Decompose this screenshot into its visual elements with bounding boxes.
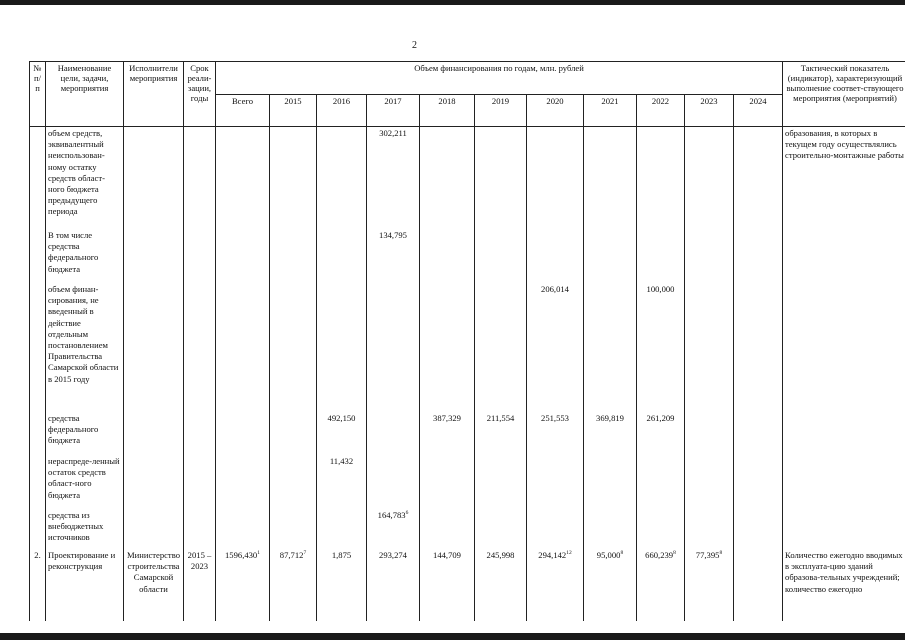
value-text: 144,709 [433,550,461,560]
row-indicator [783,283,905,412]
funding-value-2023 [685,229,734,283]
funding-value-2015 [270,549,317,621]
funding-value-2019 [475,412,527,455]
footnote-mark: 8 [673,550,676,557]
row-indicator [783,509,905,549]
funding-value-2023 [685,549,734,621]
table-row [30,127,905,230]
row-number [30,127,46,230]
table-row [30,549,905,621]
footnote-mark: 8 [620,550,624,557]
table-row [30,509,905,549]
row-number [30,412,46,455]
funding-value-2020 [527,229,584,283]
funding-value-2023 [685,509,734,549]
value-text: 660,239 [645,550,674,560]
funding-value-Всего [216,455,270,509]
funding-value-2019 [475,509,527,549]
funding-value-2022 [637,455,685,509]
value-text: 251,553 [541,413,569,423]
funding-value-2024 [734,229,783,283]
funding-value-2017 [367,412,420,455]
value-text: 492,150 [327,413,356,423]
footnote-mark: 8 [719,550,723,557]
funding-value-2018 [420,455,475,509]
value-text: 206,014 [541,284,569,294]
funding-value-2019 [475,127,527,230]
row-number [30,229,46,283]
row-term [184,412,216,455]
header-year-2017: 2017 [367,94,420,127]
funding-table [29,61,905,621]
funding-value-Всего [216,127,270,230]
value-text: 294,142 [538,550,567,560]
funding-value-2020 [527,412,584,455]
header-year-2023: 2023 [685,94,734,127]
row-number: 2. [30,549,46,621]
funding-value-2018 [420,549,475,621]
funding-value-2024 [734,412,783,455]
table-row [30,283,905,412]
header-year-2021: 2021 [584,94,637,127]
funding-value-2021 [584,283,637,412]
value-text: 1,875 [331,550,352,560]
value-text: 387,329 [433,413,461,423]
funding-value-2015 [270,283,317,412]
header-term: Срок реали-зации, годы [184,62,216,127]
row-name: объем средств, эквивалентный неиспользован-ному остатку средств област-ного бюджета предыдущего периода [46,127,124,230]
row-name: объем финан-сирования, не введенный в действие отдельным постановлением Правительства Самарской области в 2015 году [46,283,124,412]
top-border-strip [0,0,905,5]
funding-value-2016 [317,283,367,412]
funding-value-2017 [367,509,420,549]
row-term [184,455,216,509]
funding-value-2023 [685,412,734,455]
header-year-2019: 2019 [475,94,527,127]
header-name: Наименование цели, задачи, мероприятия [46,62,124,127]
footnote-mark: 7 [303,550,307,557]
row-number [30,283,46,412]
funding-value-2018 [420,509,475,549]
header-year-total: Всего [216,94,270,127]
row-name: В том числе средства федерального бюджета [46,229,124,283]
funding-value-2023 [685,127,734,230]
row-number [30,509,46,549]
row-indicator [783,455,905,509]
funding-value-2017 [367,229,420,283]
funding-value-2024 [734,283,783,412]
funding-value-2017 [367,283,420,412]
row-term [184,229,216,283]
funding-value-2019 [475,283,527,412]
row-term [184,283,216,412]
row-name: средства из внебюджетных источников [46,509,124,549]
row-name: Проектирование и реконструкция [46,549,124,621]
funding-value-Всего [216,549,270,621]
funding-value-2018 [420,412,475,455]
funding-value-2022 [637,509,685,549]
row-term [184,127,216,230]
funding-value-2021 [584,455,637,509]
funding-value-Всего [216,412,270,455]
funding-value-2020 [527,509,584,549]
funding-value-2019 [475,549,527,621]
funding-value-Всего [216,509,270,549]
funding-value-Всего [216,229,270,283]
funding-value-2021 [584,412,637,455]
row-term [184,509,216,549]
funding-value-2015 [270,229,317,283]
row-executor [124,412,184,455]
funding-value-2021 [584,509,637,549]
funding-value-2015 [270,509,317,549]
row-executor [124,127,184,230]
funding-value-2018 [420,283,475,412]
value-text: 211,554 [486,413,515,423]
header-funding: Объем финансирования по годам, млн. рублей [216,62,783,95]
funding-value-2022 [637,127,685,230]
value-text: 245,998 [486,550,515,560]
header-year-2018: 2018 [420,94,475,127]
funding-value-2016 [317,509,367,549]
funding-value-2017 [367,127,420,230]
funding-value-2023 [685,283,734,412]
table-row [30,229,905,283]
table-row [30,412,905,455]
funding-value-2022 [637,229,685,283]
funding-value-2020 [527,127,584,230]
funding-value-2019 [475,455,527,509]
value-text: 100,000 [646,284,675,294]
table-body [30,127,905,622]
funding-value-2021 [584,229,637,283]
table-row [30,455,905,509]
row-indicator [783,229,905,283]
funding-value-2020 [527,455,584,509]
row-executor [124,509,184,549]
header-indicator: Тактический показатель (индикатор), характеризующий выполнение соответ-ствующего мероприятия (мероприятий) [783,62,905,127]
funding-value-2016 [317,549,367,621]
row-indicator [783,412,905,455]
funding-value-2017 [367,549,420,621]
bottom-border-strip [0,633,905,640]
funding-value-2024 [734,549,783,621]
header-year-2024: 2024 [734,94,783,127]
header-year-2015: 2015 [270,94,317,127]
value-text: 87,712 [279,550,304,560]
funding-value-2015 [270,127,317,230]
header-num: № п/п [30,62,46,127]
row-indicator: образования, в которых в текущем году осуществлялись строительно-монтажные работы [783,127,905,230]
footnote-mark: 12 [566,550,572,557]
value-text: 369,819 [596,413,624,423]
header-year-2020: 2020 [527,94,584,127]
value-text: 11,432 [329,456,354,466]
footnote-mark: 1 [257,550,260,557]
funding-value-2024 [734,455,783,509]
funding-value-2022 [637,283,685,412]
funding-value-2023 [685,455,734,509]
row-executor [124,455,184,509]
funding-value-2018 [420,229,475,283]
header-executor: Исполнители мероприятия [124,62,184,127]
value-text: 302,211 [379,128,407,138]
funding-value-2018 [420,127,475,230]
funding-value-2017 [367,455,420,509]
funding-value-2022 [637,549,685,621]
row-name: средства федерального бюджета [46,412,124,455]
funding-value-2015 [270,455,317,509]
funding-value-2020 [527,549,584,621]
funding-value-2016 [317,412,367,455]
funding-value-2016 [317,127,367,230]
value-text: 261,209 [646,413,675,423]
value-text: 293,274 [379,550,407,560]
row-executor [124,229,184,283]
funding-value-2020 [527,283,584,412]
value-text: 77,395 [695,550,720,560]
funding-value-Всего [216,283,270,412]
funding-value-2015 [270,412,317,455]
funding-value-2022 [637,412,685,455]
value-text: 95,000 [596,550,621,560]
funding-value-2016 [317,455,367,509]
funding-value-2019 [475,229,527,283]
funding-value-2021 [584,549,637,621]
value-text: 1596,430 [225,550,258,560]
header-year-2022: 2022 [637,94,685,127]
value-text: 164,783 [377,510,406,520]
funding-value-2024 [734,509,783,549]
funding-value-2024 [734,127,783,230]
funding-value-2021 [584,127,637,230]
row-indicator: Количество ежегодно вводимых в эксплуата-цию зданий образова-тельных учреждений; количество ежегодно [783,549,905,621]
row-executor: Министерство строительства Самарской области [124,549,184,621]
row-name: нераспреде-ленный остаток средств област-ного бюджета [46,455,124,509]
value-text: 134,795 [379,230,407,240]
row-number [30,455,46,509]
row-term: 2015 – 2023 [184,549,216,621]
row-executor [124,283,184,412]
footnote-mark: 6 [405,510,409,517]
funding-value-2016 [317,229,367,283]
page-number: 2 [412,40,417,51]
header-year-2016: 2016 [317,94,367,127]
